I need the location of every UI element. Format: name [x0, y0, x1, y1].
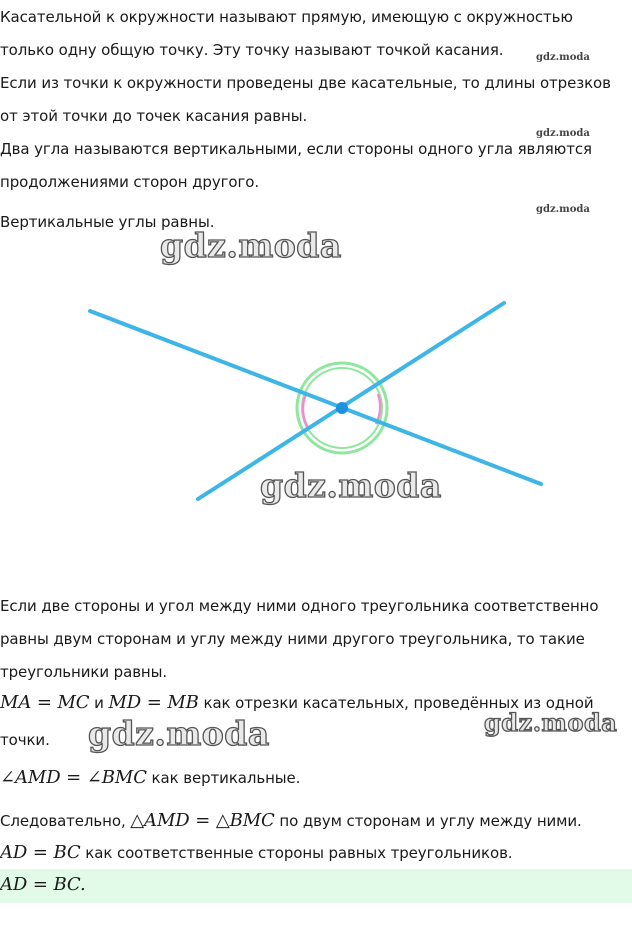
text-tangent-segments-2: от этой точки до точек касания равны. [0, 107, 308, 125]
text-therefore: Следовательно, [0, 812, 131, 830]
text-vertical-angles-equal: Вертикальные углы равны. [0, 213, 215, 231]
math-angles: ∠AMD = ∠BMC [0, 767, 147, 788]
text-sas-reason: по двум сторонам и углу между ними. [274, 812, 582, 830]
math-triangles: △AMD = △BMC [130, 810, 275, 831]
watermark-big: gdz.moda [260, 466, 442, 505]
text-vertical-angles-def-2: продолжениями сторон другого. [0, 173, 259, 191]
answer-line [0, 875, 86, 895]
line-2 [198, 303, 504, 499]
solution-line-1 [0, 693, 594, 713]
solution-line-4 [0, 843, 512, 863]
text-and: и [89, 694, 109, 712]
text-vertical-angles-def-1: Два угла называются вертикальными, если стороны одного угла являются [0, 140, 592, 158]
text-tangent-def-1: Касательной к окружности называют прямую, имеющую с окружностью [0, 8, 573, 26]
solution-line-3 [0, 811, 582, 831]
watermark-big: gdz.moda [88, 714, 270, 753]
watermark-big: gdz.moda [160, 226, 342, 265]
intersection-point [336, 402, 348, 414]
watermark-big: gdz.moda [484, 708, 618, 737]
watermark-small: gdz.moda [536, 52, 590, 63]
text-corresponding-reason: как соответственные стороны равных треугольников. [80, 844, 513, 862]
text-tangent-reason: как отрезки касательных, проведённых из одной [198, 694, 594, 712]
solution-line-2 [0, 768, 300, 788]
text-sas-1: Если две стороны и угол между ними одного треугольника соответственно [0, 597, 599, 615]
text-sas-2: равны двум сторонам и углу между ними другого треугольника, то такие [0, 630, 585, 648]
answer-highlight [0, 869, 632, 903]
math-md-mb: MD = MB [108, 692, 199, 713]
vertical-angles-diagram [0, 280, 632, 520]
math-ma-mc: MA = MC [0, 692, 90, 713]
text-vertical-reason: как вертикальные. [146, 769, 301, 787]
text-sas-3: треугольники равны. [0, 663, 168, 681]
text-tangent-def-2: только одну общую точку. Эту точку называют точкой касания. [0, 41, 504, 59]
line-1 [90, 311, 541, 484]
math-ad-bc: AD = BC [0, 842, 81, 863]
text-tangent-segments-1: Если из точки к окружности проведены две касательные, то длины отрезков [0, 74, 611, 92]
watermark-small: gdz.moda [536, 204, 590, 215]
angle-arc-left [303, 394, 308, 428]
math-answer: AD = BC. [0, 874, 86, 895]
solution-line-1b: точки. [0, 731, 50, 749]
watermark-small: gdz.moda [536, 128, 590, 139]
